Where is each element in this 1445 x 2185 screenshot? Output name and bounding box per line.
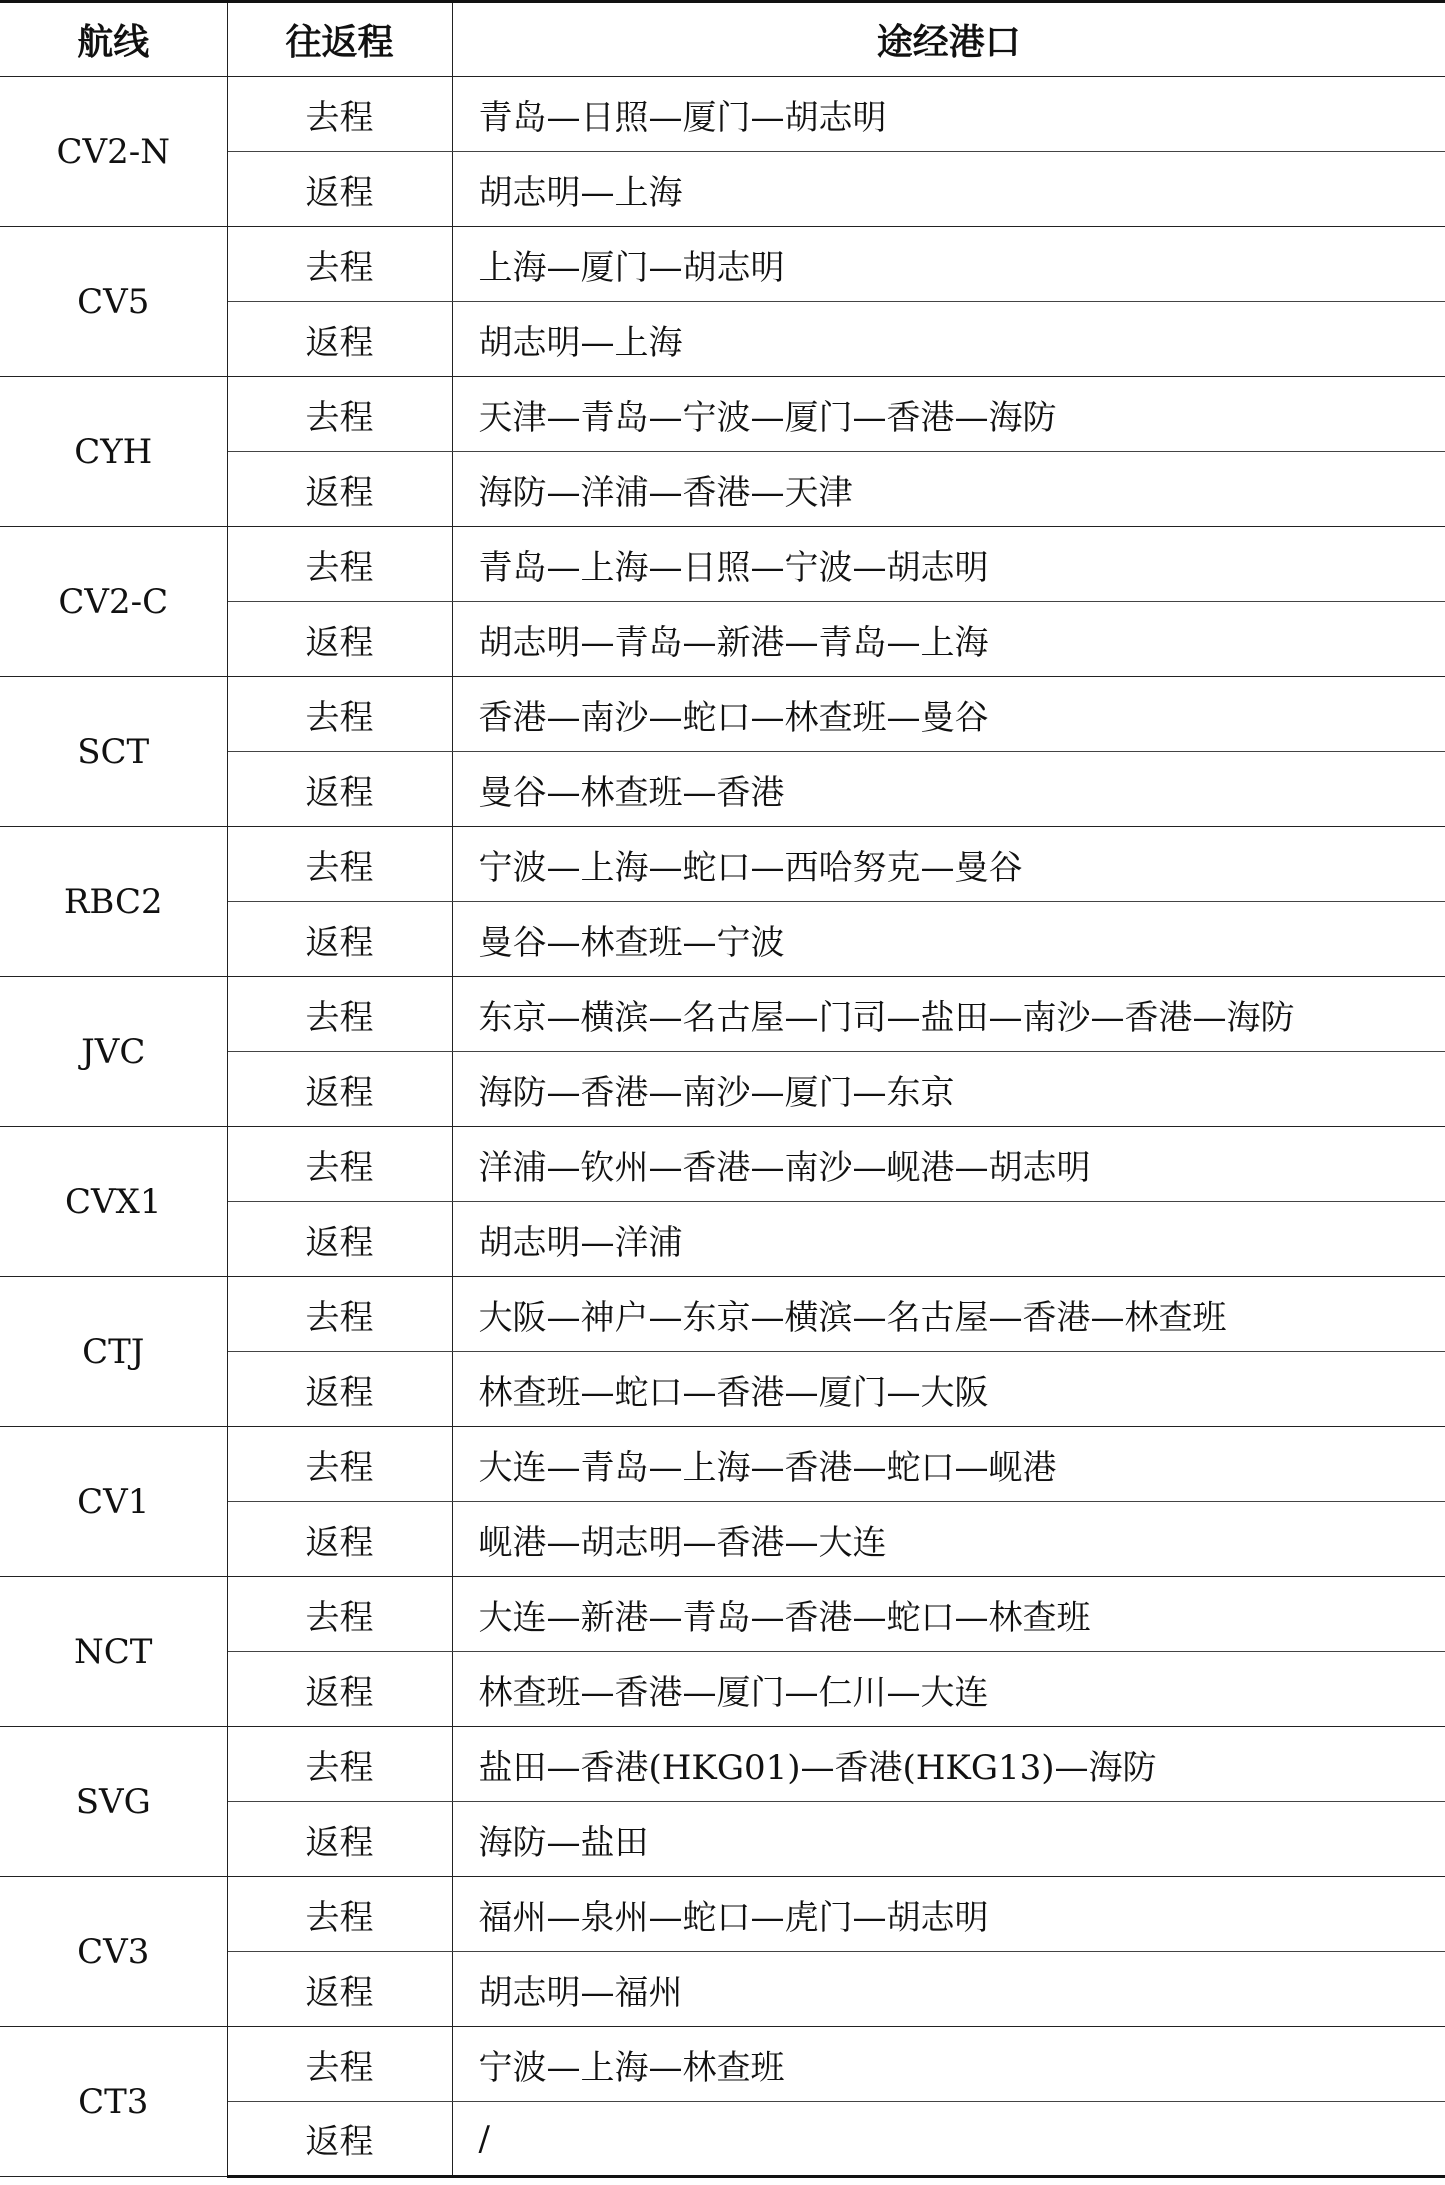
ports-return: 曼谷—林查班—宁波 [452, 902, 1445, 977]
table-row [0, 2027, 1445, 2102]
table-row [0, 827, 1445, 902]
table-row [0, 1127, 1445, 1202]
route-name: JVC [0, 977, 227, 1127]
direction-outbound: 去程 [227, 377, 452, 452]
direction-outbound: 去程 [227, 1277, 452, 1352]
direction-return: 返程 [227, 902, 452, 977]
table-row [0, 1727, 1445, 1802]
direction-outbound: 去程 [227, 1577, 452, 1652]
route-name: CV2-N [0, 77, 227, 227]
table-row [0, 677, 1445, 752]
direction-outbound: 去程 [227, 977, 452, 1052]
ports-return: 岘港—胡志明—香港—大连 [452, 1502, 1445, 1577]
route-name: CT3 [0, 2027, 227, 2177]
ports-return: 林查班—香港—厦门—仁川—大连 [452, 1652, 1445, 1727]
direction-outbound: 去程 [227, 527, 452, 602]
direction-return: 返程 [227, 1952, 452, 2027]
ports-outbound: 青岛—上海—日照—宁波—胡志明 [452, 527, 1445, 602]
route-name: CVX1 [0, 1127, 227, 1277]
route-name: SCT [0, 677, 227, 827]
route-name: CV3 [0, 1877, 227, 2027]
direction-outbound: 去程 [227, 677, 452, 752]
table-row [0, 377, 1445, 452]
ports-outbound: 上海—厦门—胡志明 [452, 227, 1445, 302]
direction-return: 返程 [227, 2102, 452, 2177]
direction-return: 返程 [227, 752, 452, 827]
ports-return: 林查班—蛇口—香港—厦门—大阪 [452, 1352, 1445, 1427]
direction-outbound: 去程 [227, 227, 452, 302]
table-row [0, 77, 1445, 152]
route-name: NCT [0, 1577, 227, 1727]
ports-return: 胡志明—青岛—新港—青岛—上海 [452, 602, 1445, 677]
direction-return: 返程 [227, 1202, 452, 1277]
route-name: SVG [0, 1727, 227, 1877]
direction-return: 返程 [227, 1802, 452, 1877]
table-row [0, 227, 1445, 302]
ports-return: 胡志明—上海 [452, 152, 1445, 227]
route-name: RBC2 [0, 827, 227, 977]
table-row [0, 1877, 1445, 1952]
ports-outbound: 洋浦—钦州—香港—南沙—岘港—胡志明 [452, 1127, 1445, 1202]
ports-return: 曼谷—林查班—香港 [452, 752, 1445, 827]
ports-outbound: 福州—泉州—蛇口—虎门—胡志明 [452, 1877, 1445, 1952]
ports-return: 海防—香港—南沙—厦门—东京 [452, 1052, 1445, 1127]
direction-outbound: 去程 [227, 1127, 452, 1202]
direction-return: 返程 [227, 602, 452, 677]
ports-outbound: 大连—新港—青岛—香港—蛇口—林查班 [452, 1577, 1445, 1652]
route-name: CYH [0, 377, 227, 527]
direction-outbound: 去程 [227, 1727, 452, 1802]
table-row [0, 1277, 1445, 1352]
ports-return: 海防—盐田 [452, 1802, 1445, 1877]
direction-return: 返程 [227, 302, 452, 377]
route-name: CV5 [0, 227, 227, 377]
ports-outbound: 盐田—香港(HKG01)—香港(HKG13)—海防 [452, 1727, 1445, 1802]
route-name: CV1 [0, 1427, 227, 1577]
ports-return: / [452, 2102, 1445, 2177]
ports-outbound: 东京—横滨—名古屋—门司—盐田—南沙—香港—海防 [452, 977, 1445, 1052]
table-row [0, 527, 1445, 602]
header-row [0, 2, 1445, 77]
ports-outbound: 大连—青岛—上海—香港—蛇口—岘港 [452, 1427, 1445, 1502]
ports-return: 胡志明—上海 [452, 302, 1445, 377]
ports-outbound: 宁波—上海—蛇口—西哈努克—曼谷 [452, 827, 1445, 902]
direction-return: 返程 [227, 1352, 452, 1427]
direction-outbound: 去程 [227, 827, 452, 902]
ports-outbound: 青岛—日照—厦门—胡志明 [452, 77, 1445, 152]
direction-return: 返程 [227, 152, 452, 227]
ports-outbound: 香港—南沙—蛇口—林查班—曼谷 [452, 677, 1445, 752]
direction-return: 返程 [227, 1652, 452, 1727]
ports-return: 胡志明—福州 [452, 1952, 1445, 2027]
header-ports: 途经港口 [452, 2, 1445, 77]
route-name: CTJ [0, 1277, 227, 1427]
direction-return: 返程 [227, 1052, 452, 1127]
table-row [0, 977, 1445, 1052]
direction-outbound: 去程 [227, 2027, 452, 2102]
table-body [0, 77, 1445, 2177]
table-row [0, 1577, 1445, 1652]
direction-outbound: 去程 [227, 1877, 452, 1952]
ports-outbound: 天津—青岛—宁波—厦门—香港—海防 [452, 377, 1445, 452]
header-direction: 往返程 [227, 2, 452, 77]
direction-outbound: 去程 [227, 1427, 452, 1502]
direction-return: 返程 [227, 452, 452, 527]
table-row [0, 1427, 1445, 1502]
route-name: CV2-C [0, 527, 227, 677]
ports-outbound: 大阪—神户—东京—横滨—名古屋—香港—林查班 [452, 1277, 1445, 1352]
header-route: 航线 [0, 2, 227, 77]
direction-outbound: 去程 [227, 77, 452, 152]
ports-outbound: 宁波—上海—林查班 [452, 2027, 1445, 2102]
direction-return: 返程 [227, 1502, 452, 1577]
ports-return: 胡志明—洋浦 [452, 1202, 1445, 1277]
ports-return: 海防—洋浦—香港—天津 [452, 452, 1445, 527]
